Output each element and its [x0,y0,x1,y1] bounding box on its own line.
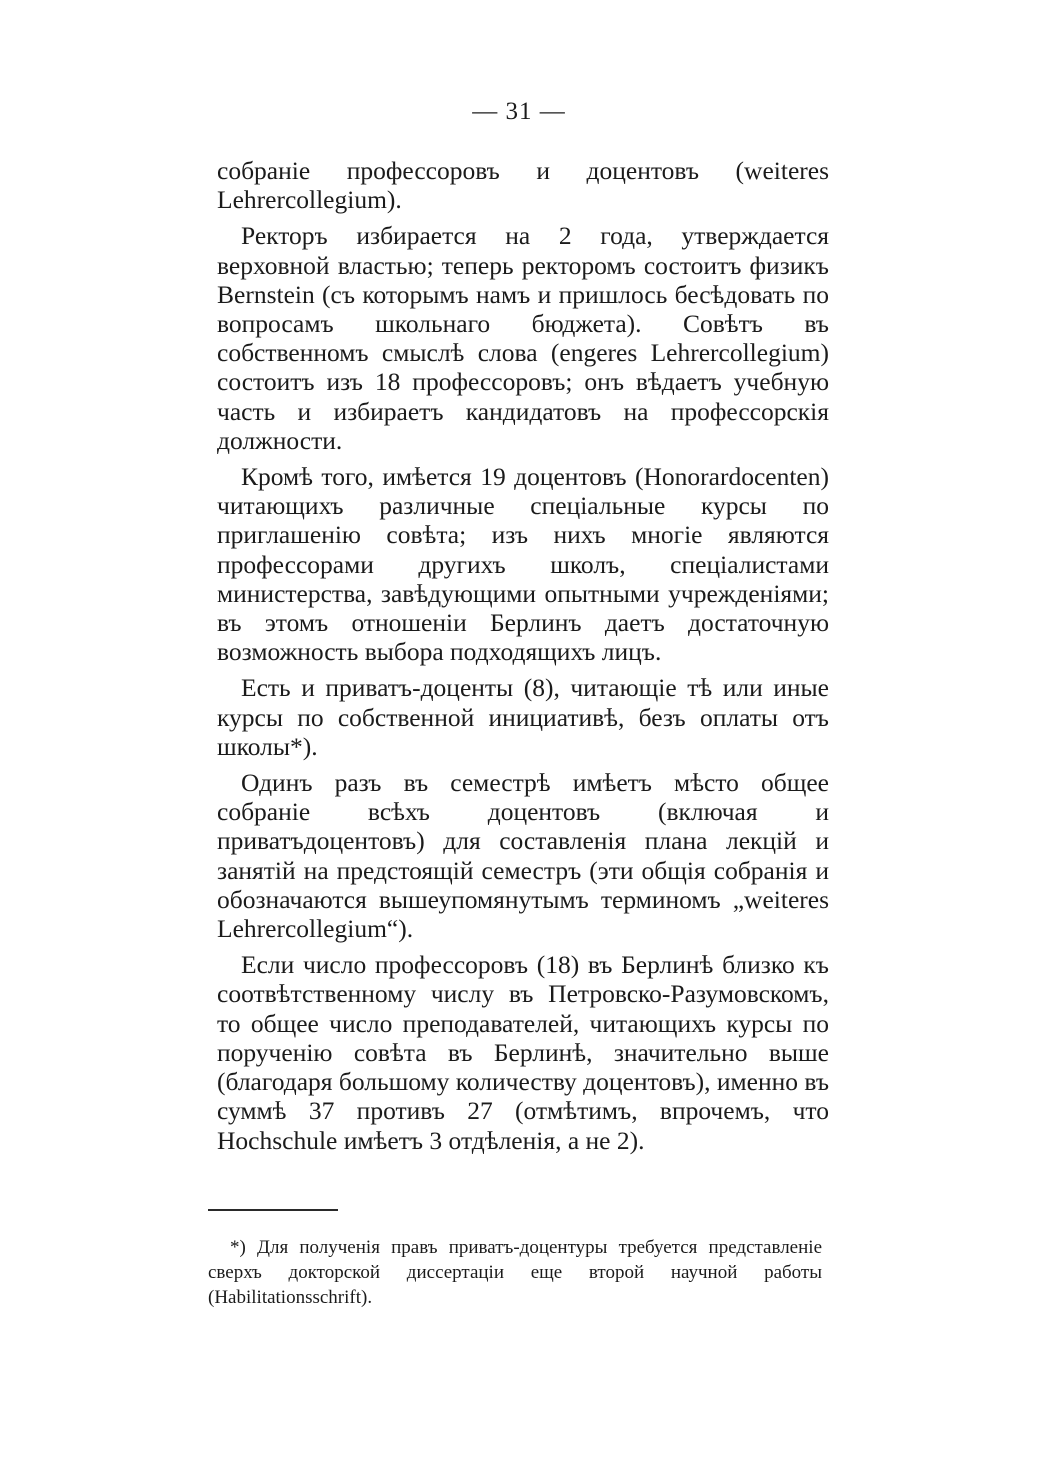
paragraph-5: Одинъ разъ въ семестрѣ имѣетъ мѣсто общее собранiе всѣхъ доцентовъ (включая и приватъдоцентовъ) для составленiя плана лекцiй и занятiй на предстоящiй семестръ (эти общiя собранiя и обозначаются вышеупомянутымъ терминомъ „weiteres Lehrercollegium“). [217,768,829,944]
paragraph-2: Ректоръ избирается на 2 года, утверждается верховной властью; теперь ректоромъ состоитъ физикъ Bernstein (съ которымъ намъ и пришлось бесѣдовать по вопросамъ школьнаго бюджета). Совѣтъ въ собственномъ смыслѣ слова (engeres Lehrercollegium) состоитъ изъ 18 профессоровъ; онъ вѣдаетъ учебную часть и избираетъ кандидатовъ на профессорскiя должности. [217,221,829,455]
paragraph-3: Кромѣ того, имѣется 19 доцентовъ (Honorardocenten) читающихъ различные спецiальные курсы по приглашенiю совѣта; изъ нихъ многiе являются профессорами другихъ школъ, спецiалистами министерства, завѣдующими опытными учрежденiями; въ этомъ отношенiи Берлинъ даетъ достаточную возможность выбора подходящихъ лицъ. [217,462,829,667]
body-text [217,156,829,1162]
page-number: — 31 — [472,98,566,125]
paragraph-4: Есть и приватъ-доценты (8), читающiе тѣ или иные курсы по собственной инициативѣ, безъ оплаты отъ школы*). [217,673,829,761]
footnote-divider [208,1209,338,1211]
paragraph-6: Если число профессоровъ (18) въ Берлинѣ близко къ соотвѣтственному числу въ Петровско-Разумовскомъ, то общее число преподавателей, читающихъ курсы по порученiю совѣта въ Берлинѣ, значительно выше (благодаря большому количеству доцентовъ), именно въ суммѣ 37 противъ 27 (отмѣтимъ, впрочемъ, что Hochschule имѣетъ 3 отдѣленiя, а не 2). [217,950,830,1155]
footnote: *) Для полученiя правъ приватъ-доцентуры требуется представленiе сверхъ докторской диссертацiи еще второй научной работы (Habilitationsschrift). [208,1237,822,1308]
paragraph-1: собранiе профессоровъ и доцентовъ (weiteres Lehrercollegium). [217,156,829,215]
